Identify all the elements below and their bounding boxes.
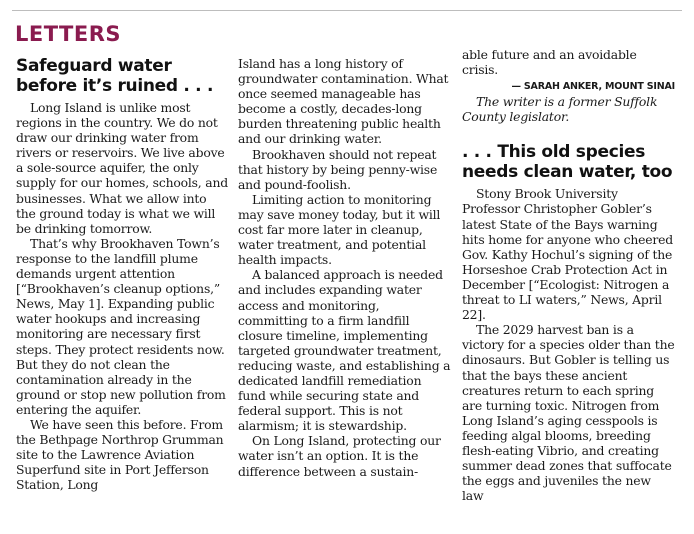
letter1-paragraph: We have seen this before. From the Bethpage Northrop Grumman site to the Lawrence Aviation Superfund site in Port Jefferson Station, Long — [16, 416, 224, 493]
letter2-headline-line2: needs clean water, too — [462, 162, 673, 183]
letter1-bio: The writer is a former Suffolk County legislator. — [462, 94, 658, 125]
top-rule — [12, 10, 682, 11]
letter2-paragraph: The 2029 harvest ban is a victory for a species older than the dinosaurs. But Gobler is telling us that the bays these ancient creatures return to each spring are turning toxic. Nitrogen from Long Island’s aging cesspools is feeding algal blooms, breeding flesh-eating Vibrio, and creating summer dead zones that suffocate the eggs and juveniles the new law — [462, 322, 675, 504]
letter1-headline-line1: Safeguard water — [16, 56, 172, 76]
letter1-headline-line2: before it’s ruined . . . — [16, 76, 214, 96]
letter1-paragraph: Long Island is unlike most regions in the country. We do not draw our drinking water from rivers or reservoirs. We live above a sole-source aquifer, the only supply for our homes, schools, and businesses. What we allow into the ground today is what we will be drinking tomorrow. — [16, 100, 228, 236]
letter1-paragraph: Brookhaven should not repeat that history by being penny-wise and pound-foolish. — [238, 146, 438, 192]
letter1-signature: — SARAH ANKER, MOUNT SINAI — [511, 81, 675, 93]
letter2-paragraph: Stony Brook University Professor Christopher Gobler’s latest State of the Bays warning hits home for anyone who cheered Gov. Kathy Hochul’s signing of the Horseshoe Crab Protection Act in December [“Ecologist: Nitrogen a threat to LI waters,” News, April 22]. — [462, 186, 674, 323]
letter1-continuation: Island has a long history of groundwater contamination. What once seemed manageable has become a costly, decades-long burden threatening public health and our drinking water. — [238, 56, 449, 147]
letter1-paragraph: A balanced approach is needed and includes expanding water access and monitoring, committing to a firm landfill closure timeline, implementing targeted groundwater treatment, reducing waste, and establishing a dedicated landfill remediation fund while securing state and federal support. This is not alarmism; it is stewardship. — [238, 267, 451, 434]
column-2 — [238, 56, 451, 479]
letter1-continuation: able future and an avoidable crisis. — [462, 47, 637, 78]
column-1 — [16, 56, 229, 492]
letter1-paragraph: On Long Island, protecting our water isn’t an option. It is the difference between a sustain- — [238, 433, 441, 479]
section-label: LETTERS — [15, 22, 121, 46]
letter2-headline — [462, 142, 675, 182]
letter1-paragraph: Limiting action to monitoring may save money today, but it will cost far more later in cleanup, water treatment, and potential health impacts. — [238, 191, 441, 268]
letter1-headline — [16, 56, 229, 96]
letter1-paragraph: That’s why Brookhaven Town’s response to the landfill plume demands urgent attention [“Brookhaven’s cleanup options,” News, May 1]. Expanding public water hookups and increasing monitoring are necessary first steps. They protect residents now. But they do not clean the contamination already in the ground or stop new pollution from entering the aquifer. — [16, 235, 226, 417]
column-3 — [462, 47, 675, 503]
letter2-headline-line1: . . . This old species — [462, 142, 646, 163]
